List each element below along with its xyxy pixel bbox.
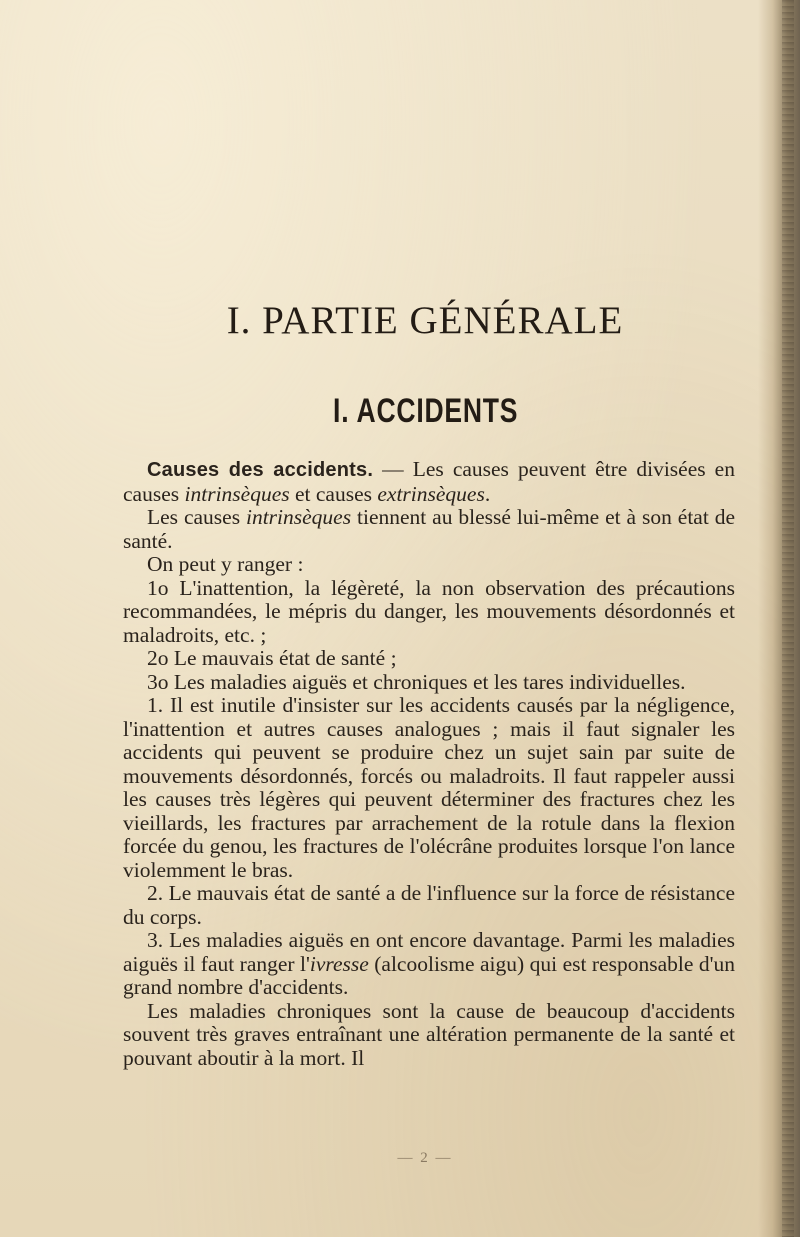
paragraph-intrinsic [123,506,735,553]
list-item-1: 1o L'inattention, la légèreté, la non observation des précautions recommandées, le mépris du danger, les mouvements désordonnés et maladroits, etc. ; [123,575,735,647]
paragraph-causes [123,458,735,506]
paragraph-negligence: 1. Il est inutile d'insister sur les accidents causés par la négligence, l'inattention et autres causes analogues ; mais il faut signaler les accidents qui peuvent se produire chez un sujet sain par suite de mouvements désordonnés, forcés ou maladroits. Il faut rappeler aussi les causes très légères qui peuvent déterminer des fractures chez les vieillards, les fractures par arrachement de la rotule dans la flexion forcée du genou, les fractures de l'olécrâne produites lorsque l'on lance violemment le bras. [123,693,735,882]
italic-term: intrinsèques [184,481,290,506]
section-title: I. ACCIDENTS [333,392,519,430]
body-text [123,458,735,1070]
italic-term: intrinsèques [245,505,352,529]
paragraph-acute-diseases [123,929,735,1000]
paragraph-text: tiennent au blessé lui-même et à son état de santé. [123,505,736,553]
italic-term: ivresse [309,951,369,976]
paragraph-chronic-diseases: Les maladies chroniques sont la cause de beaucoup d'accidents souvent très graves entraînant une altération permanente de la santé et pouvant aboutir à la mort. Il [123,998,735,1070]
part-title: I. PARTIE GÉNÉRALE [226,299,624,342]
page-binding-edge [758,0,800,1237]
paragraph-text: 3. Les maladies aiguës en ont encore davantage. Parmi les maladies aiguës il faut ranger l' [123,928,735,976]
list-item-3: 3o Les maladies aiguës et chroniques et les tares individuelles. [147,669,686,694]
paragraph-text: (alcoolisme aigu) qui est responsable d'un grand nombre d'accidents. [123,951,735,999]
italic-term: extrinsèques [377,481,485,506]
paragraph-text: et causes [289,481,378,506]
paragraph-text: — Les causes peuvent être divisées en causes [123,457,735,506]
list-item-2: 2o Le mauvais état de santé ; [147,646,397,670]
paragraph-text: . [484,481,491,506]
paragraph-list-intro: On peut y ranger : [147,552,304,576]
paragraph-heading: Causes des accidents. [147,459,374,481]
paragraph-health: 2. Le mauvais état de santé a de l'influence sur la force de résistance du corps. [123,881,735,929]
page-number: — 2 — [397,1150,453,1166]
paragraph-text: Les causes [147,505,246,529]
